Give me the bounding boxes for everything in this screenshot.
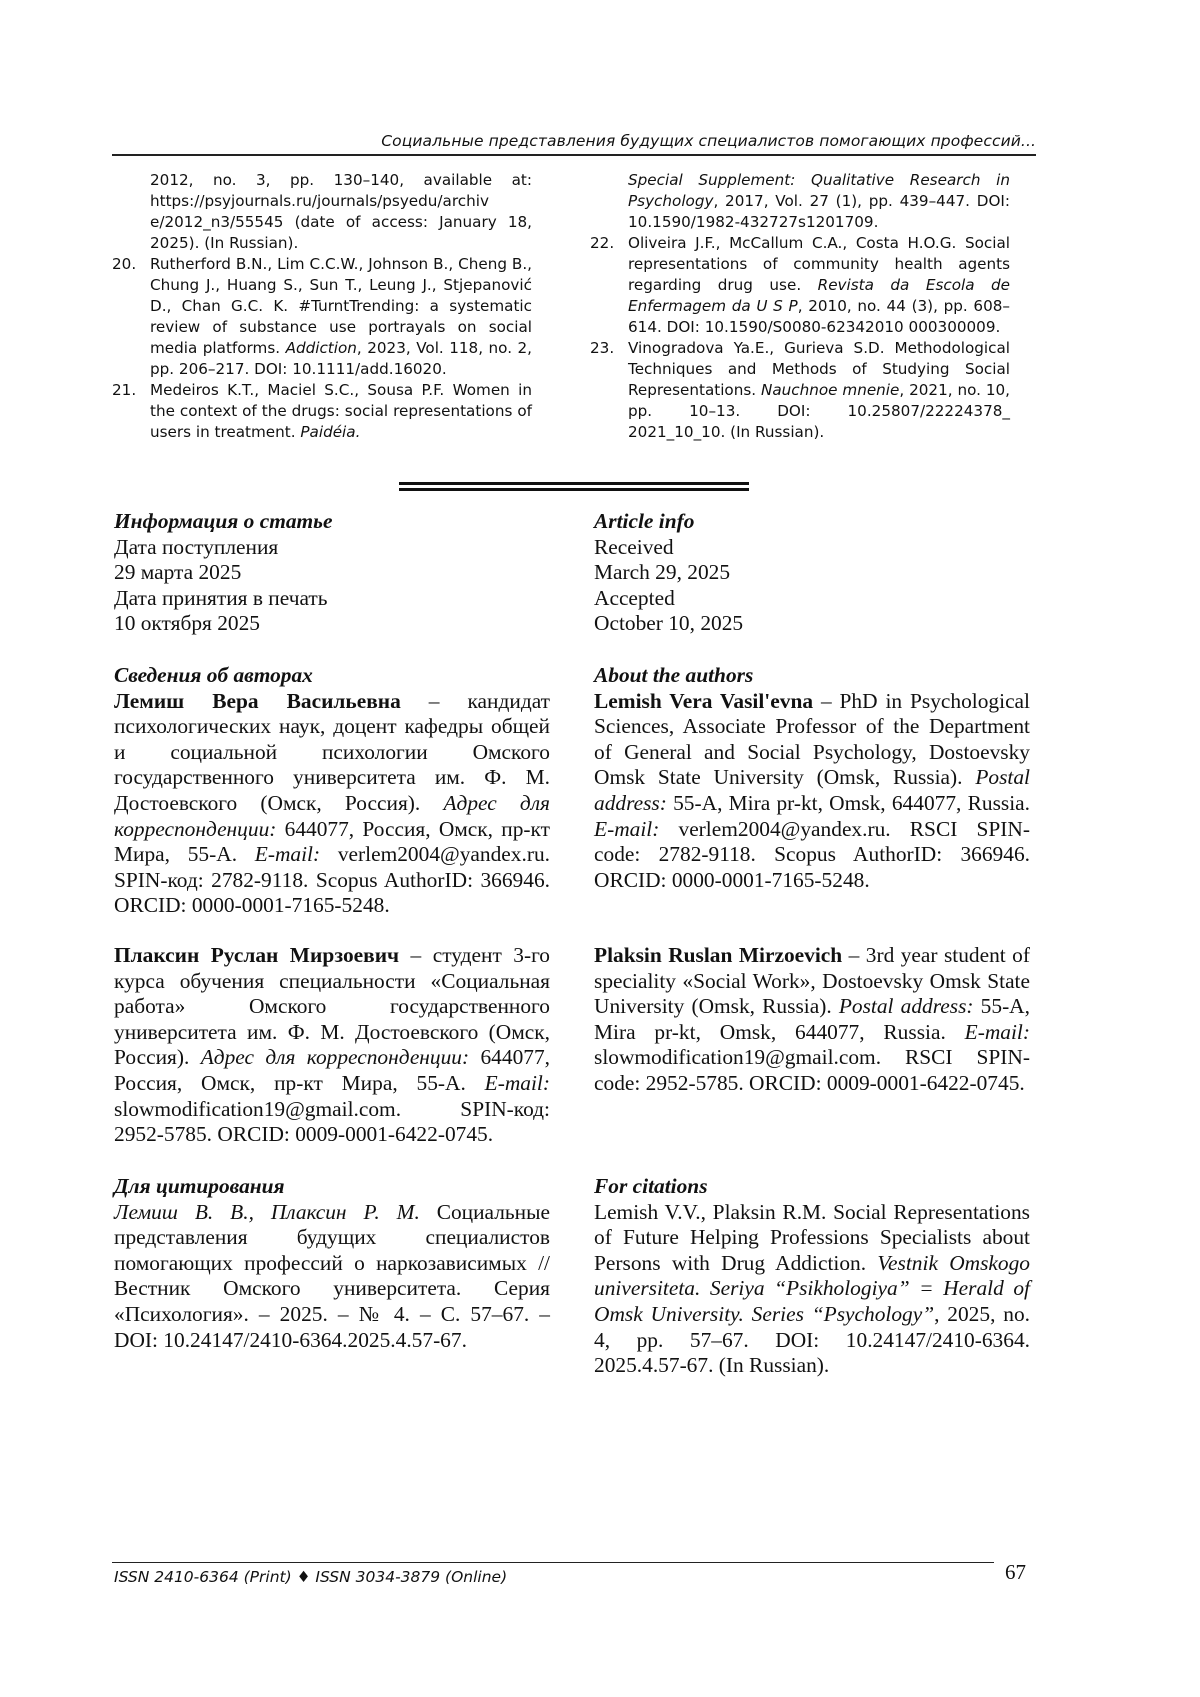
reference-item (112, 380, 532, 443)
en-accepted-label: Accepted (594, 585, 675, 610)
ru-citation (114, 1174, 550, 1353)
en-author2-name: Plaksin Ruslan Mirzoevich (594, 943, 843, 967)
ru-author2-name: Плаксин Руслан Мирзоевич (114, 943, 400, 967)
en-article-info (594, 509, 1030, 637)
ru-accepted-date: 10 октября 2025 (114, 611, 260, 636)
ru-authors-heading: Сведения об авторах (114, 663, 313, 687)
reference-text: Vinogradova Ya.E., Gurieva S.D. Methodological Techniques and Methods of Studying Social Representations. Nauchnoe mnenie, 2021, no. 10, pp. 10–13. DOI: 10.25807/22224378_ 2021_10_10. (In Russian). (628, 339, 1011, 441)
en-author1-bio: Lemish Vera Vasil'evna – PhD in Psychological Sciences, Associate Professor of the Department of General and Social Psychology, Dostoevsky Omsk State University (Omsk, Russia). Postal address: 55-A, Mira pr-kt, Omsk, 644077, Russia. E-mail: verlem2004@yandex.ru. RSCI SPIN-code: 2782-9118. Scopus AuthorID: 366946. ORCID: 0000-0001-7165-5248. (594, 688, 1030, 892)
ru-author2-bio: Плаксин Руслан Мирзоевич – студент 3-го курса обучения специальности «Социальная работа» Омского государственного университета им. Ф. М. Достоевского (Омск, Россия). Адрес для корреспонденции: 644077, Россия, Омск, пр-кт Мира, 55-А. E-mail: slowmodification19@gmail.com. SPIN-код: 2952-5785. ORCID: 0009-0001-6422-0745. (114, 943, 551, 1147)
en-authors (594, 663, 1030, 893)
reference-text: Oliveira J.F., McCallum C.A., Costa H.O.G. Social representations of community health agents regarding drug use. Revista da Escola de Enfermagem da U S P, 2010, no. 44 (3), pp. 608–614. DOI: 10.1590/S0080-62342010 000300009. (628, 234, 1010, 336)
en-received-date: March 29, 2025 (594, 560, 731, 585)
reference-text: Medeiros K.T., Maciel S.C., Sousa P.F. Women in the context of the drugs: social representations of users in treatment. Paidéia. (150, 381, 532, 441)
reference-item (112, 254, 532, 380)
ru-author1-name: Лемиш Вера Васильевна (114, 688, 401, 713)
en-author1-name: Lemish Vera Vasil'evna (594, 688, 814, 713)
reference-item (590, 170, 1010, 233)
en-accepted-date: October 10, 2025 (594, 611, 744, 636)
page-number: 67 (1005, 1560, 1026, 1584)
ru-author1-bio: Лемиш Вера Васильевна – кандидат психологических наук, доцент кафедры общей и социальной психологии Омского государственного университета им. Ф. М. Достоевского (Омск, Россия). Адрес для корреспонденции: 644077, Россия, Омск, пр-кт Мира, 55-А. E-mail: verlem2004@yandex.ru. SPIN-код: 2782-9118. Scopus AuthorID: 366946. ORCID: 0000-0001-7165-5248. (114, 688, 551, 918)
en-citation-text: Lemish V.V., Plaksin R.M. Social Representations of Future Helping Professions Specialists about Persons with Drug Addiction. Vestnik Omskogo universiteta. Seriya “Psikhologiya” = Herald of Omsk University. Series “Psychology”, 2025, no. 4, pp. 57–67. DOI: 10.24147/2410-6364. 2025.4.57-67. (In Russian). (594, 1199, 1030, 1378)
en-citation (594, 1174, 1030, 1379)
ru-citation-heading: Для цитирования (114, 1174, 285, 1198)
reference-number: 20. (112, 255, 137, 273)
reference-number: 22. (590, 234, 615, 252)
ru-received-date: 29 марта 2025 (114, 560, 242, 585)
reference-item (590, 233, 1010, 338)
ru-received-label: Дата поступления (114, 534, 279, 559)
en-article-info-heading: Article info (594, 509, 695, 533)
issn-footer: ISSN 2410-6364 (Print) ♦ ISSN 3034-3879 (Online) (114, 1568, 508, 1586)
en-author2-bio: Plaksin Ruslan Mirzoevich – 3rd year student of speciality «Social Work», Dostoevsky Omsk State University (Omsk, Russia). Postal address: 55-A, Mira pr-kt, Omsk, 644077, Russia. E-mail: slowmodification19@gmail.com. RSCI SPIN-code: 2952-5785. ORCID: 0009-0001-6422-0745. (594, 943, 1030, 1095)
en-received-label: Received (594, 534, 674, 559)
reference-text: Special Supplement: Qualitative Research in Psychology, 2017, Vol. 27 (1), pp. 439–447. DOI: 10.1590/1982-432727s1201709. (628, 171, 1010, 231)
section-separator (399, 482, 749, 491)
references-left-column (112, 170, 532, 443)
footer-rule (112, 1562, 994, 1563)
en-authors-heading: About the authors (594, 663, 754, 687)
ru-accepted-label: Дата принятия в печать (114, 585, 328, 610)
ru-citation-text: Лемиш В. В., Плаксин Р. М. Социальные представления будущих специалистов помогающих профессий о наркозависимых // Вестник Омского университета. Серия «Психология». – 2025. – № 4. – С. 57–67. – DOI: 10.24147/2410-6364.2025.4.57-67. (114, 1199, 550, 1352)
ru-article-info-heading: Информация о статье (114, 509, 333, 533)
reference-text: 2012, no. 3, pp. 130–140, available at: https://psyjournals.ru/journals/psyedu/archiv e/2012_n3/55545 (date of access: January 18, 2025). (In Russian). (150, 171, 532, 252)
en-citation-heading: For citations (594, 1174, 708, 1198)
header-rule (112, 154, 1036, 156)
running-head: Социальные представления будущих специалистов помогающих профессий... (381, 132, 1036, 150)
reference-item (590, 338, 1010, 443)
reference-number: 23. (590, 339, 615, 357)
reference-number: 21. (112, 381, 137, 399)
references-right-column (590, 170, 1010, 443)
reference-text: Rutherford B.N., Lim C.C.W., Johnson B., Cheng B., Chung J., Huang S., Sun T., Leung J., Stjepanović D., Chan G.C. K. #TurntTrending: a systematic review of substance use portrayals on social media platforms. Addiction, 2023, Vol. 118, no. 2, pp. 206–217. DOI: 10.1111/add.16020. (150, 255, 532, 378)
ru-article-info (114, 509, 550, 637)
ru-authors (114, 663, 550, 919)
reference-item (112, 170, 532, 254)
